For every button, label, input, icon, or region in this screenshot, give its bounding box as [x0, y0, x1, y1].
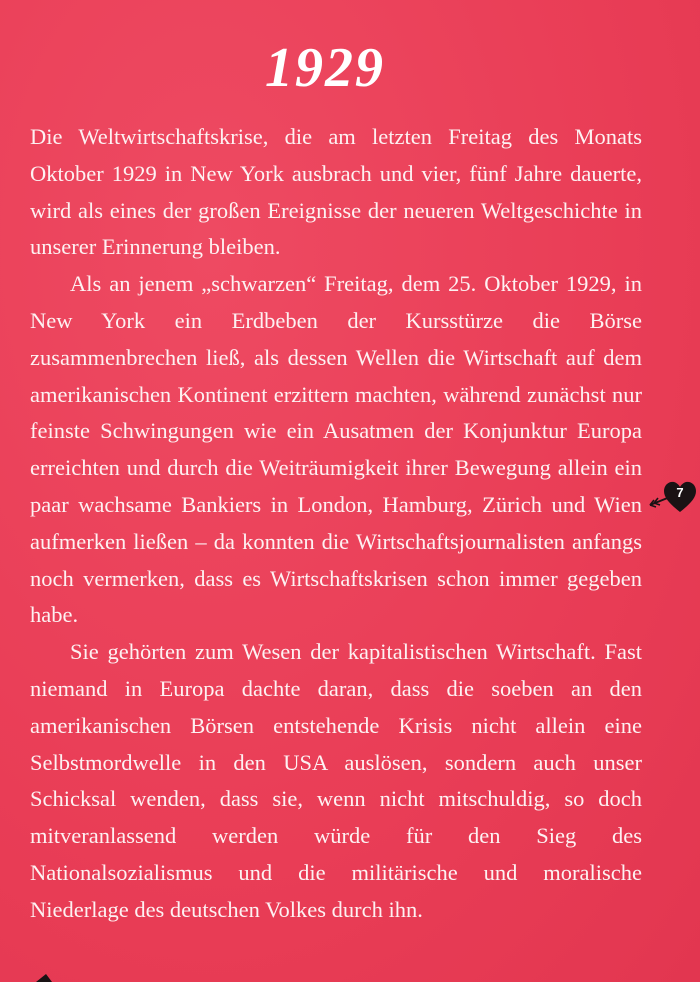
- page-number-badge: [648, 478, 698, 516]
- paragraph-1: Die Weltwirtschaftskrise, die am letzten Freitag des Monats Oktober 1929 in New York ausbrach und vier, fünf Jahre dauerte, wird als eines der großen Ereignisse der neueren Weltgeschichte in unserer Erinnerung bleiben.: [30, 124, 642, 260]
- page-number: 7: [676, 485, 684, 500]
- body-text: [30, 119, 642, 929]
- paragraph-2: Als an jenem „schwarzen“ Freitag, dem 25. Oktober 1929, in New York ein Erdbeben der Kursstürze die Börse zusammenbrechen ließ, als dessen Wellen die Wirtschaft auf dem amerikanischen Kontinent erzittern machten, während zunächst nur feinste Schwingungen wie ein Ausatmen der Konjunktur Europa erreichten und durch die Weiträumigkeit ihrer Bewegung allein ein paar wachsame Bankiers in London, Hamburg, Zürich und Wien aufmerken ließen – da konnten die Wirtschaftsjournalisten anfangs noch vermerken, dass es Wirtschaftskrisen schon immer gegeben habe.: [30, 271, 642, 628]
- corner-mark: [36, 966, 52, 982]
- paragraph-3: Sie gehörten zum Wesen der kapitalistischen Wirtschaft. Fast niemand in Europa dachte daran, dass die soeben an den amerikanischen Börsen entstehende Krisis nicht allein eine Selbstmordwelle in den USA auslösen, sondern auch unser Schicksal wenden, dass sie, wenn nicht mitschuldig, so doch mitveranlassend werden würde für den Sieg des Nationalsozialismus und die militärische und moralische Niederlage des deutschen Volkes durch ihn.: [30, 639, 642, 922]
- chapter-title: 1929: [265, 37, 385, 99]
